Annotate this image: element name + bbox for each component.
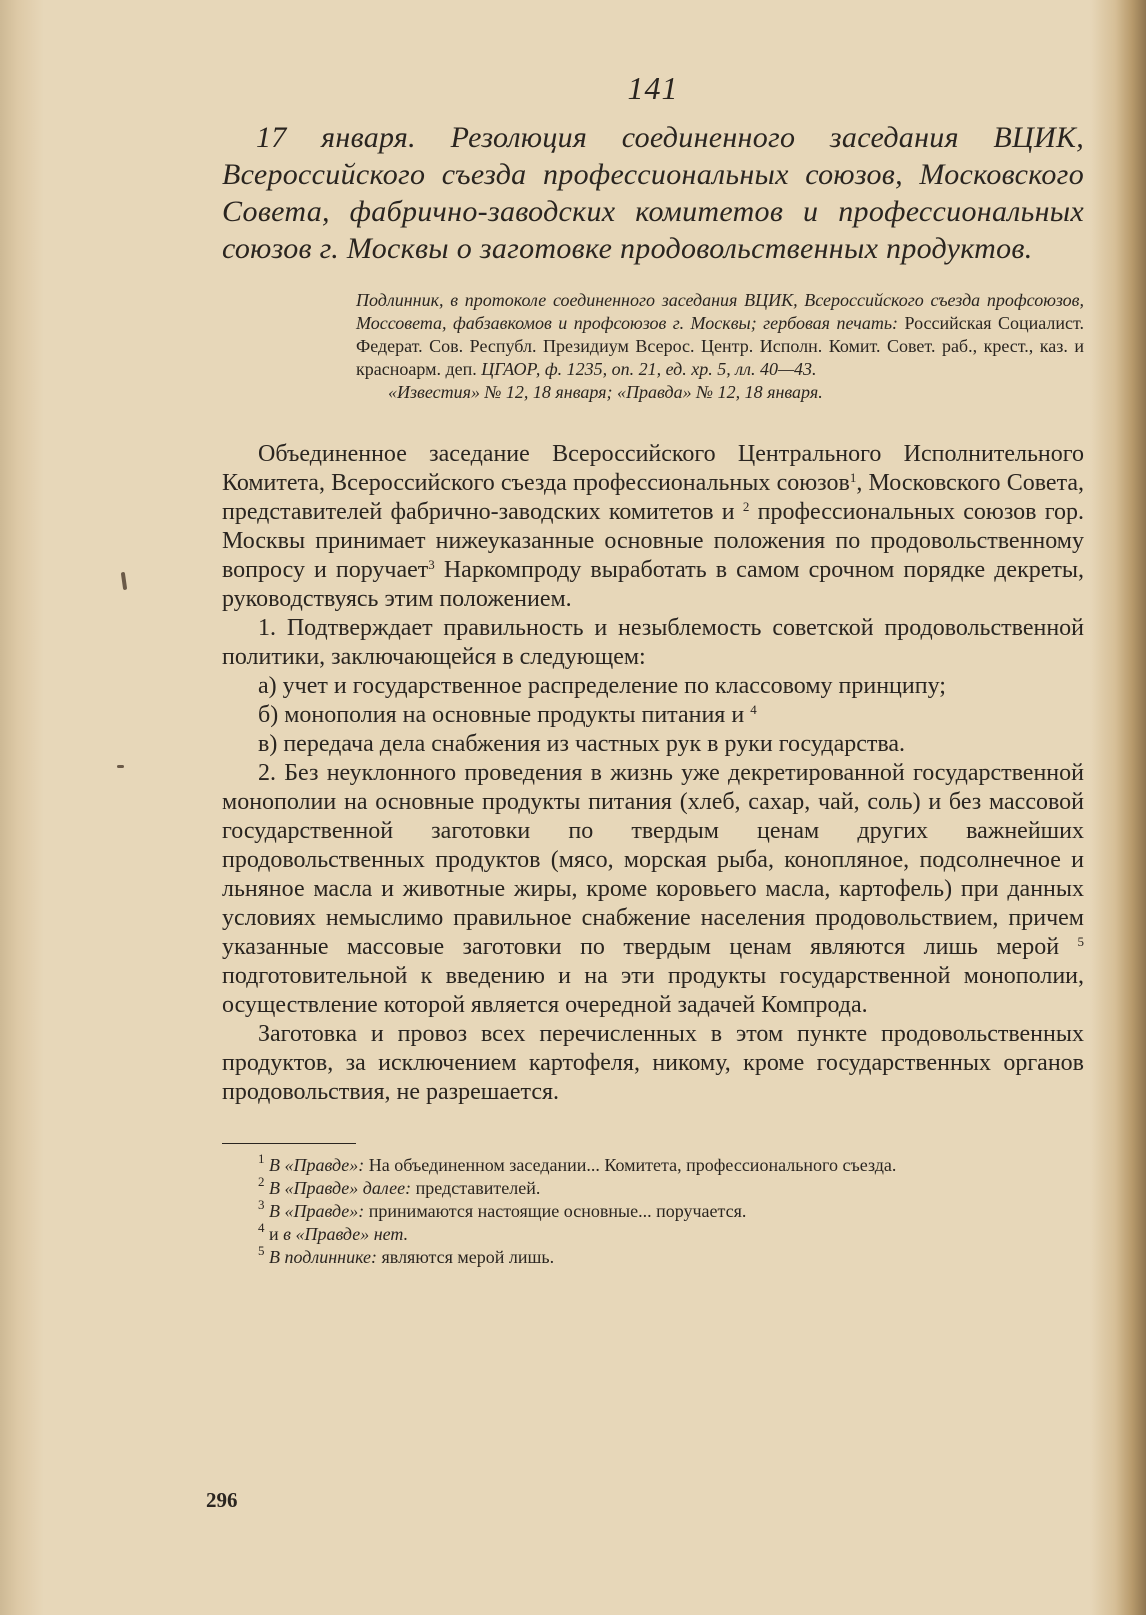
ink-speck xyxy=(121,572,127,590)
footnote-rule xyxy=(222,1143,356,1144)
resolution-body xyxy=(222,440,1084,1107)
footnote-ref-4: 4 xyxy=(750,702,757,718)
source-original xyxy=(356,289,1084,381)
source-reference xyxy=(356,289,1084,404)
item-2-continuation: Заготовка и провоз всех перечисленных в этом пункте продовольственных продуктов, за исключением картофеля, никому, кроме государственных органов продовольствия, не разрешается. xyxy=(222,1021,1084,1105)
item-2: 2. Без неуклонного проведения в жизнь уже декретированной государственной монополии на основные продукты питания (хлеб, сахар, чай, соль) и без массовой государственной заготовки по твердым ценам других важнейших продовольственных продуктов (мясо, морская рыба, конопляное, подсолнечное и льняное масла и животные жиры, кроме коровьего масла, картофель) при данных условиях немыслимо правильное снабжение населения продовольствием, причем указанные массовые заготовки по твердым ценам являются лишь мерой $^5$ подготовительной к введению и на эти продукты государственной монополии, осуществление которой является очередной задачей Компрода. xyxy=(222,760,1085,1018)
footnote-ref-3: 3 xyxy=(428,557,435,573)
document-number: 141 xyxy=(627,70,679,106)
archive-reference: ЦГАОР, ф. 1235, оп. 21, ед. хр. 5, лл. 40—43. xyxy=(481,359,817,379)
footnote-1: $^1$ В «Правде»: На объединенном заседании... Комитета, профессионального съезда. xyxy=(258,1151,897,1175)
page-number: 296 xyxy=(206,1488,238,1512)
footnote-5: $^5$ В подлиннике: являются мерой лишь. xyxy=(258,1243,555,1267)
footnotes xyxy=(222,1151,1084,1269)
footnote-2: $^2$ В «Правде» далее: представителей. xyxy=(258,1174,541,1198)
footnote-3: $^3$ В «Правде»: принимаются настоящие основные... поручается. xyxy=(258,1197,747,1221)
source-original-note: Подлинник, в протоколе соединенного заседания ВЦИК, Всероссийского съезда профсоюзов, Моссовета, фабзавкомов и профсоюзов г. Москвы; гербовая печать: xyxy=(356,290,1084,333)
item-1c: в) передача дела снабжения из частных рук в руки государства. xyxy=(258,731,906,757)
item-1a: а) учет и государственное распределение по классовому принципу; xyxy=(258,673,946,699)
stamp-text: Российская Социалист. Федерат. Сов. Республ. Президиум Всерос. Центр. Исполн. Комит. Совет. раб., крест., каз. и красноарм. деп. xyxy=(356,313,1084,379)
publication-reference: «Известия» № 12, 18 января; «Правда» № 12, 18 января. xyxy=(388,382,823,402)
left-page-edge xyxy=(0,0,44,1615)
item-1b: б) монополия на основные продукты питания и $^4$ xyxy=(258,702,757,728)
document-title: 17 января. Резолюция соединенного заседания ВЦИК, Всероссийского съезда профессиональных союзов, Московского Совета, фабрично-заводских комитетов и профессиональных союзов г. Москвы о заготовке продовольственных продуктов. xyxy=(222,121,1084,265)
footnote-4: $^4$ и в «Правде» нет. xyxy=(258,1220,409,1244)
book-spine-shadow xyxy=(1090,0,1146,1615)
ink-speck xyxy=(117,765,124,768)
footnote-ref-5: 5 xyxy=(1077,934,1085,950)
intro-paragraph: Объединенное заседание Всероссийского Центрального Исполнительного Комитета, Всероссийского съезда профессиональных союзов$^1$, Московского Совета, представителей фабрично-заводских комитетов и $^2$ профессиональных союзов гор. Москвы принимает нижеуказанные основные положения по продовольственному вопросу и поручает$^3$ Наркомпроду выработать в самом срочном порядке декреты, руководствуясь этим положением. xyxy=(222,441,1085,612)
footnote-ref-2: 2 xyxy=(742,499,750,515)
footnote-ref-1: 1 xyxy=(849,470,857,486)
item-1: 1. Подтверждает правильность и незыблемость советской продовольственной политики, заключающейся в следующем: xyxy=(222,615,1084,670)
page-content xyxy=(222,70,1084,1269)
